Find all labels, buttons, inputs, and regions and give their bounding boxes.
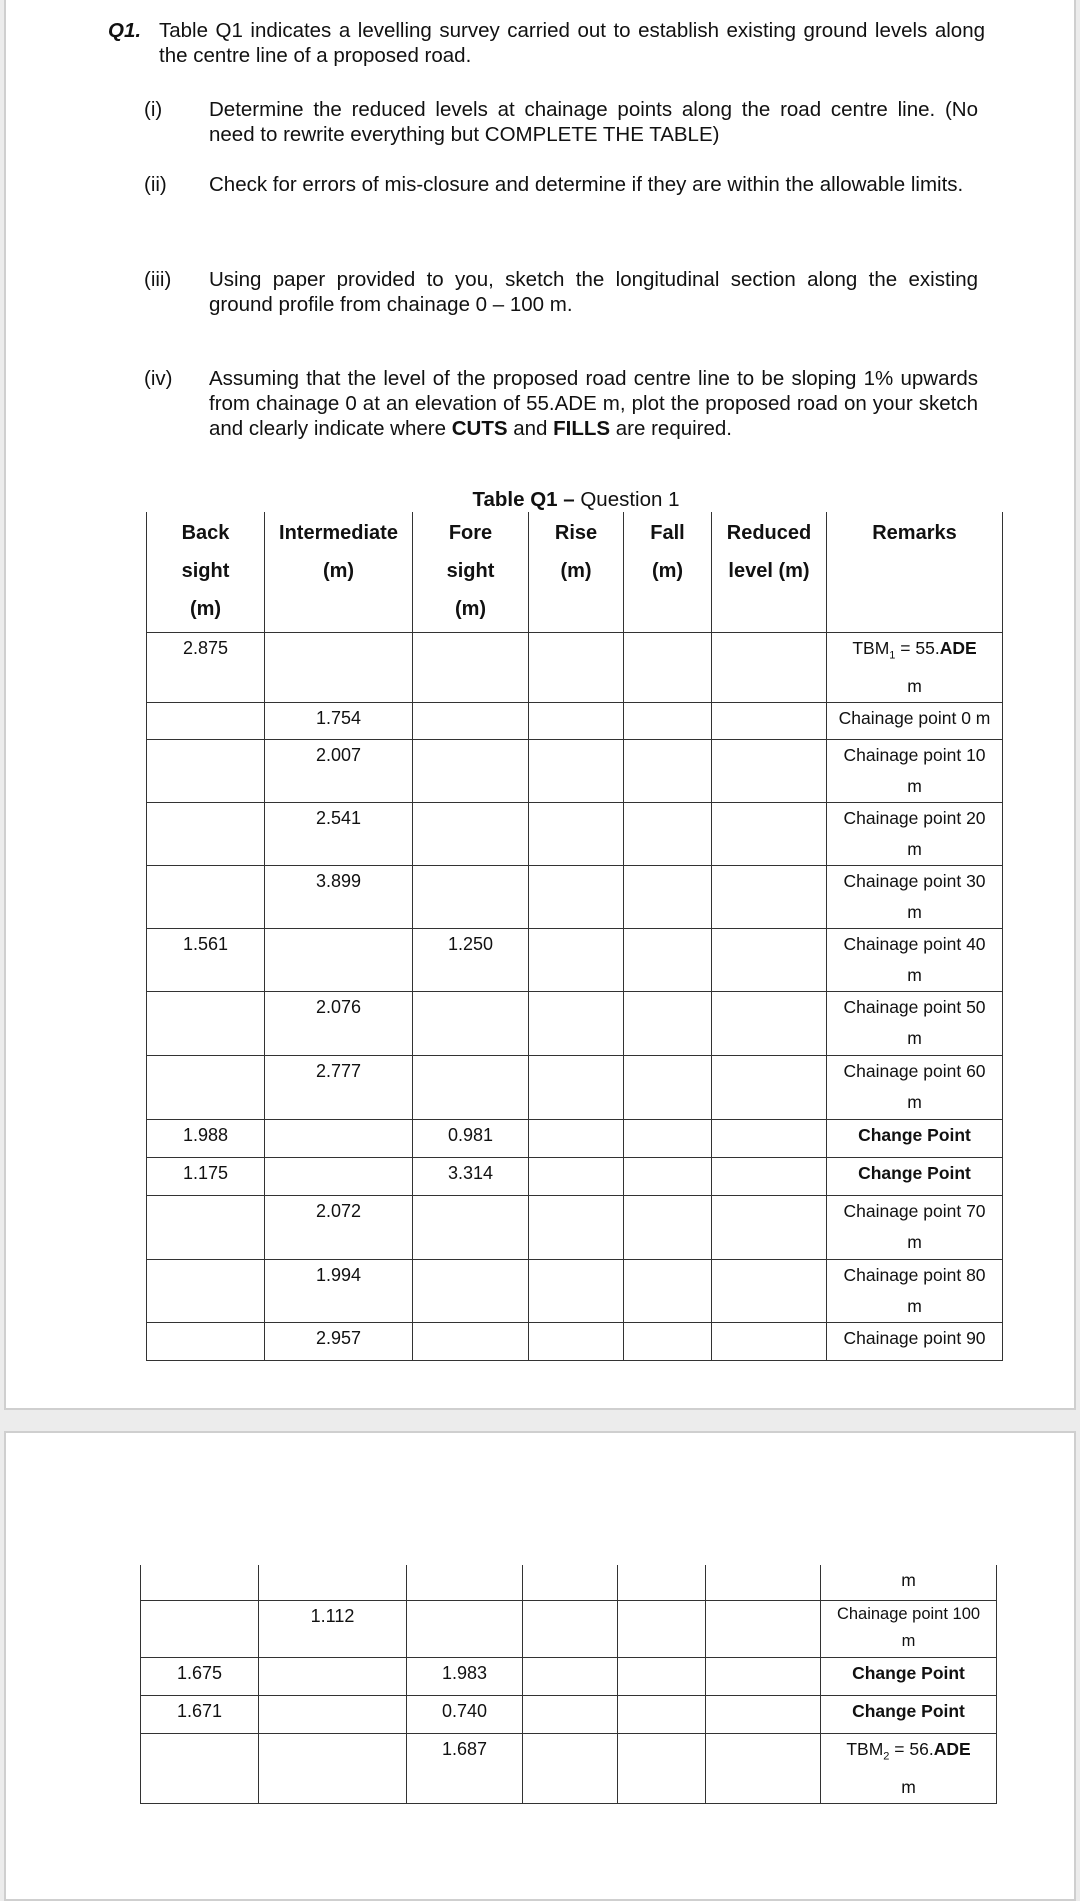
levelling-table [146, 512, 1003, 1361]
remarks-cell: Change Point [827, 1120, 1003, 1158]
back-sight-cell [147, 992, 265, 1056]
remarks-cell: $TBM_1 = 55.ADE$ m [827, 632, 1003, 703]
item-text: Check for errors of mis-closure and determine if they are within the allowable limits. [209, 173, 964, 196]
table-row [147, 803, 1003, 866]
table-row [147, 632, 1003, 703]
intermediate-cell: 2.957 [265, 1323, 413, 1361]
rise-cell [529, 740, 624, 803]
back-sight-cell [147, 803, 265, 866]
fore-sight-cell [413, 1260, 529, 1323]
fore-sight-cell: 0.981 [413, 1120, 529, 1158]
header-reduced-level: Reduced level (m) [712, 512, 827, 632]
remarks-cell: Chainage point 80 m [827, 1260, 1003, 1323]
intermediate-cell: 3.899 [265, 866, 413, 929]
table-row [141, 1733, 997, 1804]
rise-cell [529, 992, 624, 1056]
reduced-level-cell [712, 1323, 827, 1361]
intermediate-cell: 2.007 [265, 740, 413, 803]
header-fore-sight: Fore sight (m) [413, 512, 529, 632]
table-row [147, 1260, 1003, 1323]
fall-cell [618, 1565, 706, 1600]
rise-cell [529, 1196, 624, 1260]
remarks-cell: Chainage point 20 m [827, 803, 1003, 866]
reduced-level-cell [712, 740, 827, 803]
fall-cell [624, 1158, 712, 1196]
fall-cell [624, 1056, 712, 1120]
reduced-level-cell [712, 803, 827, 866]
rise-cell [529, 1260, 624, 1323]
rise-cell [529, 803, 624, 866]
intermediate-cell [265, 1158, 413, 1196]
rise-cell [523, 1695, 618, 1733]
fall-cell [624, 740, 712, 803]
item-number: (i) [144, 98, 163, 121]
back-sight-cell [141, 1733, 259, 1804]
header-fall: Fall (m) [624, 512, 712, 632]
remarks-cell: Chainage point 0 m [827, 703, 1003, 740]
rise-cell [529, 866, 624, 929]
reduced-level-cell [712, 1196, 827, 1260]
remarks-cell: Chainage point 30 m [827, 866, 1003, 929]
item-number: (ii) [144, 173, 167, 196]
rise-cell [529, 929, 624, 992]
remarks-cell: Chainage point 90 [827, 1323, 1003, 1361]
fall-cell [624, 1196, 712, 1260]
table-row [147, 1056, 1003, 1120]
fore-sight-cell: 1.983 [407, 1657, 523, 1695]
table-row [147, 740, 1003, 803]
reduced-level-cell [712, 1260, 827, 1323]
reduced-level-cell [712, 992, 827, 1056]
rise-cell [523, 1565, 618, 1600]
fore-sight-cell [413, 740, 529, 803]
fore-sight-cell [413, 992, 529, 1056]
table-row [147, 929, 1003, 992]
fall-cell [624, 1260, 712, 1323]
remarks-cell: Change Point [821, 1657, 997, 1695]
back-sight-cell [141, 1565, 259, 1600]
table-row [147, 703, 1003, 740]
reduced-level-cell [712, 1056, 827, 1120]
header-intermediate: Intermediate (m) [265, 512, 413, 632]
fore-sight-cell: 3.314 [413, 1158, 529, 1196]
fore-sight-cell [413, 1323, 529, 1361]
intermediate-cell: 2.076 [265, 992, 413, 1056]
fall-cell [624, 1323, 712, 1361]
remarks-cell: Chainage point 60 m [827, 1056, 1003, 1120]
table-row [141, 1695, 997, 1733]
fore-sight-cell [407, 1565, 523, 1600]
table-row [141, 1600, 997, 1657]
reduced-level-cell [712, 632, 827, 703]
item-text: Using paper provided to you, sketch the longitudinal section along the existing ground profile from chainage 0 – 100 m. [209, 268, 978, 316]
remarks-cell: m [821, 1565, 997, 1600]
table-header-row [147, 512, 1003, 632]
reduced-level-cell [712, 929, 827, 992]
remarks-cell: $TBM_2 = 56.ADE$ m [821, 1733, 997, 1804]
rise-cell [529, 1056, 624, 1120]
levelling-table-continued [140, 1565, 997, 1804]
back-sight-cell [147, 1196, 265, 1260]
reduced-level-cell [706, 1733, 821, 1804]
header-back-sight: Back sight (m) [147, 512, 265, 632]
intermediate-cell [259, 1565, 407, 1600]
fore-sight-cell [413, 703, 529, 740]
intermediate-cell: 1.994 [265, 1260, 413, 1323]
remarks-cell: Chainage point 50 m [827, 992, 1003, 1056]
back-sight-cell [147, 1056, 265, 1120]
intermediate-cell: 2.541 [265, 803, 413, 866]
back-sight-cell [147, 740, 265, 803]
rise-cell [529, 703, 624, 740]
back-sight-cell: 1.175 [147, 1158, 265, 1196]
table-row [147, 1196, 1003, 1260]
fall-cell [624, 866, 712, 929]
fore-sight-cell [407, 1600, 523, 1657]
table-row [141, 1565, 997, 1600]
remarks-cell: Change Point [821, 1695, 997, 1733]
intermediate-cell [259, 1733, 407, 1804]
intermediate-cell: 2.777 [265, 1056, 413, 1120]
table-row [147, 1158, 1003, 1196]
fore-sight-cell [413, 1196, 529, 1260]
item-number: (iii) [144, 268, 172, 291]
fall-cell [618, 1695, 706, 1733]
reduced-level-cell [712, 1120, 827, 1158]
fall-cell [624, 1120, 712, 1158]
table-row [147, 866, 1003, 929]
intermediate-cell [259, 1695, 407, 1733]
reduced-level-cell [706, 1600, 821, 1657]
rise-cell [529, 632, 624, 703]
back-sight-cell: 1.561 [147, 929, 265, 992]
fore-sight-cell: 1.250 [413, 929, 529, 992]
remarks-cell: Chainage point 10 m [827, 740, 1003, 803]
table-row [147, 1120, 1003, 1158]
item-text: Determine the reduced levels at chainage points along the road centre line. (No need to rewrite everything but COMPLETE THE TABLE) [209, 98, 978, 146]
table-caption: Table Q1 – Question 1 [472, 488, 680, 511]
rise-cell [523, 1600, 618, 1657]
rise-cell [529, 1323, 624, 1361]
back-sight-cell: 2.875 [147, 632, 265, 703]
back-sight-cell: 1.675 [141, 1657, 259, 1695]
back-sight-cell [147, 866, 265, 929]
fall-cell [624, 803, 712, 866]
remarks-cell: Chainage point 70 m [827, 1196, 1003, 1260]
reduced-level-cell [706, 1565, 821, 1600]
intermediate-cell: 2.072 [265, 1196, 413, 1260]
fills-keyword: FILLS [553, 417, 611, 440]
back-sight-cell: 1.988 [147, 1120, 265, 1158]
rise-cell [523, 1733, 618, 1804]
fall-cell [624, 992, 712, 1056]
reduced-level-cell [706, 1657, 821, 1695]
fore-sight-cell: 0.740 [407, 1695, 523, 1733]
reduced-level-cell [712, 1158, 827, 1196]
fore-sight-cell [413, 803, 529, 866]
item-number: (iv) [144, 367, 173, 390]
fall-cell [624, 703, 712, 740]
question-intro: Table Q1 indicates a levelling survey carried out to establish existing ground levels along the centre line of a proposed road. [159, 19, 985, 67]
intermediate-cell [265, 632, 413, 703]
fore-sight-cell: 1.687 [407, 1733, 523, 1804]
question-label: Q1. [108, 19, 142, 42]
intermediate-cell: 1.754 [265, 703, 413, 740]
rise-cell [529, 1158, 624, 1196]
fall-cell [624, 929, 712, 992]
rise-cell [529, 1120, 624, 1158]
cuts-keyword: CUTS [451, 417, 508, 440]
remarks-cell: Change Point [827, 1158, 1003, 1196]
fore-sight-cell [413, 632, 529, 703]
intermediate-cell: 1.112 [259, 1600, 407, 1657]
back-sight-cell [147, 1260, 265, 1323]
fore-sight-cell [413, 1056, 529, 1120]
reduced-level-cell [706, 1695, 821, 1733]
intermediate-cell [265, 1120, 413, 1158]
item-text: Assuming that the level of the proposed road centre line to be sloping 1% upwards from chainage 0 at an elevation of 55.ADE m, plot the proposed road on your sketch and clearly indicate where CUTS and FILLS are required. [209, 367, 978, 440]
page-1 [4, 0, 1076, 1410]
back-sight-cell: 1.671 [141, 1695, 259, 1733]
fall-cell [618, 1733, 706, 1804]
remarks-cell: Chainage point 40 m [827, 929, 1003, 992]
fall-cell [618, 1600, 706, 1657]
back-sight-cell [141, 1600, 259, 1657]
reduced-level-cell [712, 703, 827, 740]
intermediate-cell [265, 929, 413, 992]
header-rise: Rise (m) [529, 512, 624, 632]
back-sight-cell [147, 703, 265, 740]
intermediate-cell [259, 1657, 407, 1695]
fall-cell [624, 632, 712, 703]
header-remarks: Remarks [827, 512, 1003, 632]
table-row [147, 1323, 1003, 1361]
table-row [147, 992, 1003, 1056]
reduced-level-cell [712, 866, 827, 929]
table-row [141, 1657, 997, 1695]
remarks-cell: Chainage point 100 m [821, 1600, 997, 1657]
fore-sight-cell [413, 866, 529, 929]
back-sight-cell [147, 1323, 265, 1361]
fall-cell [618, 1657, 706, 1695]
rise-cell [523, 1657, 618, 1695]
